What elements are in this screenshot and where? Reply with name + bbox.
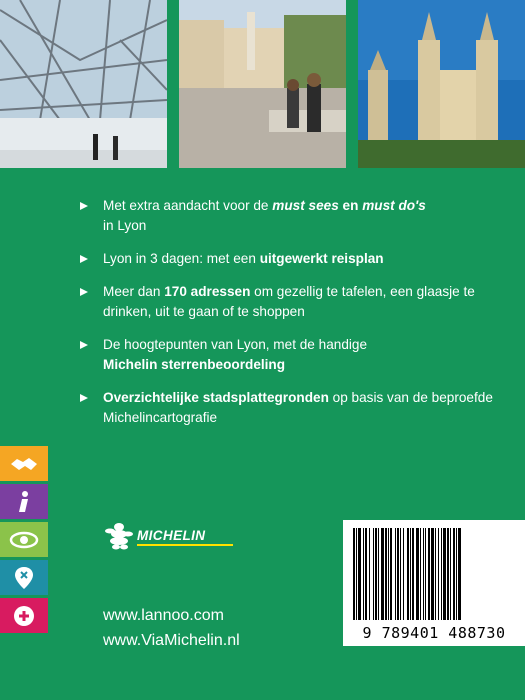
barcode-bar: [458, 528, 461, 620]
photo-strip: [0, 0, 525, 168]
arrow-icon: [80, 394, 88, 402]
barcode-bar: [378, 528, 379, 620]
michelin-logo: [103, 522, 235, 550]
barcode-bar: [420, 528, 421, 620]
lyon-square-photo: [179, 0, 346, 168]
barcode-bar: [356, 528, 357, 620]
glass-architecture-photo: [0, 0, 167, 168]
barcode-bar: [395, 528, 396, 620]
barcode-bar: [428, 528, 430, 620]
barcode-bar: [353, 528, 355, 620]
list-item: Lyon in 3 dagen: met een uitgewerkt reisplan: [80, 249, 500, 269]
barcode-bar: [375, 528, 377, 620]
brand-name: MICHELIN: [137, 528, 206, 543]
barcode-bar: [431, 528, 434, 620]
arrow-icon: [80, 202, 88, 210]
arrow-icon: [80, 288, 88, 296]
barcode-bar: [425, 528, 426, 620]
barcode-bar: [397, 528, 399, 620]
barcode-bars: [353, 528, 515, 620]
plus-icon: [0, 598, 48, 633]
basilica-fourviere-photo: [358, 0, 525, 168]
list-item: De hoogtepunten van Lyon, met de handige Michelin sterrenbeoordeling: [80, 335, 500, 375]
list-item: Meer dan 170 adressen om gezellig te tafelen, een glaasje te drinken, uit te gaan of te shoppen: [80, 282, 500, 322]
feature-list: [80, 196, 500, 441]
barcode-bar: [416, 528, 419, 620]
isbn-barcode: [343, 520, 525, 646]
website-links: [103, 603, 240, 653]
barcode-bar: [369, 528, 370, 620]
barcode-bar: [441, 528, 442, 620]
barcode-bar: [365, 528, 367, 620]
barcode-bar: [412, 528, 414, 620]
barcode-bar: [443, 528, 446, 620]
barcode-bar: [450, 528, 451, 620]
barcode-bar: [390, 528, 392, 620]
handshake-icon: [0, 446, 48, 481]
barcode-bar: [410, 528, 411, 620]
info-icon: [0, 484, 48, 519]
isbn-number: 9 789401 488730: [362, 624, 506, 642]
barcode-bar: [385, 528, 387, 620]
eye-icon: [0, 522, 48, 557]
category-icon-column: [0, 446, 48, 636]
barcode-bar: [388, 528, 389, 620]
viamichelin-url[interactable]: www.ViaMichelin.nl: [103, 632, 240, 649]
list-item: Overzichtelijke stadsplattegronden op basis van de beproefde Michelincartografie: [80, 388, 500, 428]
barcode-bar: [373, 528, 374, 620]
brand-underline: [137, 544, 233, 546]
barcode-bar: [447, 528, 449, 620]
arrow-icon: [80, 255, 88, 263]
map-pin-icon: [0, 560, 48, 595]
barcode-bar: [400, 528, 401, 620]
barcode-bar: [407, 528, 409, 620]
barcode-bar: [403, 528, 404, 620]
lannoo-url[interactable]: www.lannoo.com: [103, 607, 224, 624]
arrow-icon: [80, 341, 88, 349]
barcode-bar: [381, 528, 384, 620]
barcode-bar: [423, 528, 424, 620]
barcode-bar: [438, 528, 439, 620]
barcode-bar: [435, 528, 436, 620]
barcode-bar: [363, 528, 364, 620]
list-item: Met extra aandacht voor de must sees en must do's in Lyon: [80, 196, 500, 236]
barcode-bar: [456, 528, 457, 620]
barcode-bar: [358, 528, 361, 620]
barcode-bar: [453, 528, 455, 620]
bibendum-icon: [103, 522, 135, 550]
